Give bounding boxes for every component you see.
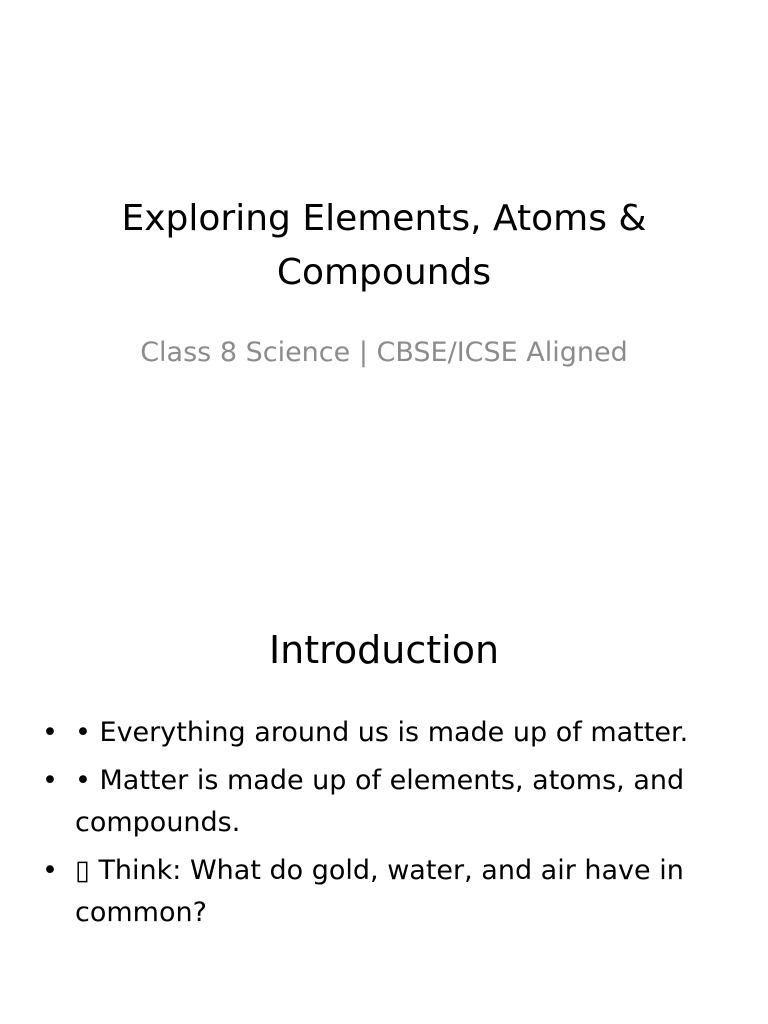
bullet-icon: • <box>42 717 58 748</box>
presentation-subtitle: Class 8 Science | CBSE/ICSE Aligned <box>140 337 628 368</box>
slide-heading: Introduction <box>268 628 500 672</box>
bullet-list <box>40 712 720 940</box>
list-item <box>40 850 720 934</box>
bullet-icon: • <box>42 855 58 886</box>
bullet-text: ▯ Think: What do gold, water, and air have in common? <box>75 855 684 928</box>
presentation-title: Exploring Elements, Atoms & Compounds <box>121 198 647 293</box>
introduction-slide <box>0 512 768 1024</box>
list-item <box>40 760 720 844</box>
bullet-icon: • <box>42 765 58 796</box>
bullet-text: • Matter is made up of elements, atoms, and compounds. <box>75 765 685 838</box>
bullet-text: • Everything around us is made up of matter. <box>75 717 689 748</box>
list-item <box>40 712 720 754</box>
